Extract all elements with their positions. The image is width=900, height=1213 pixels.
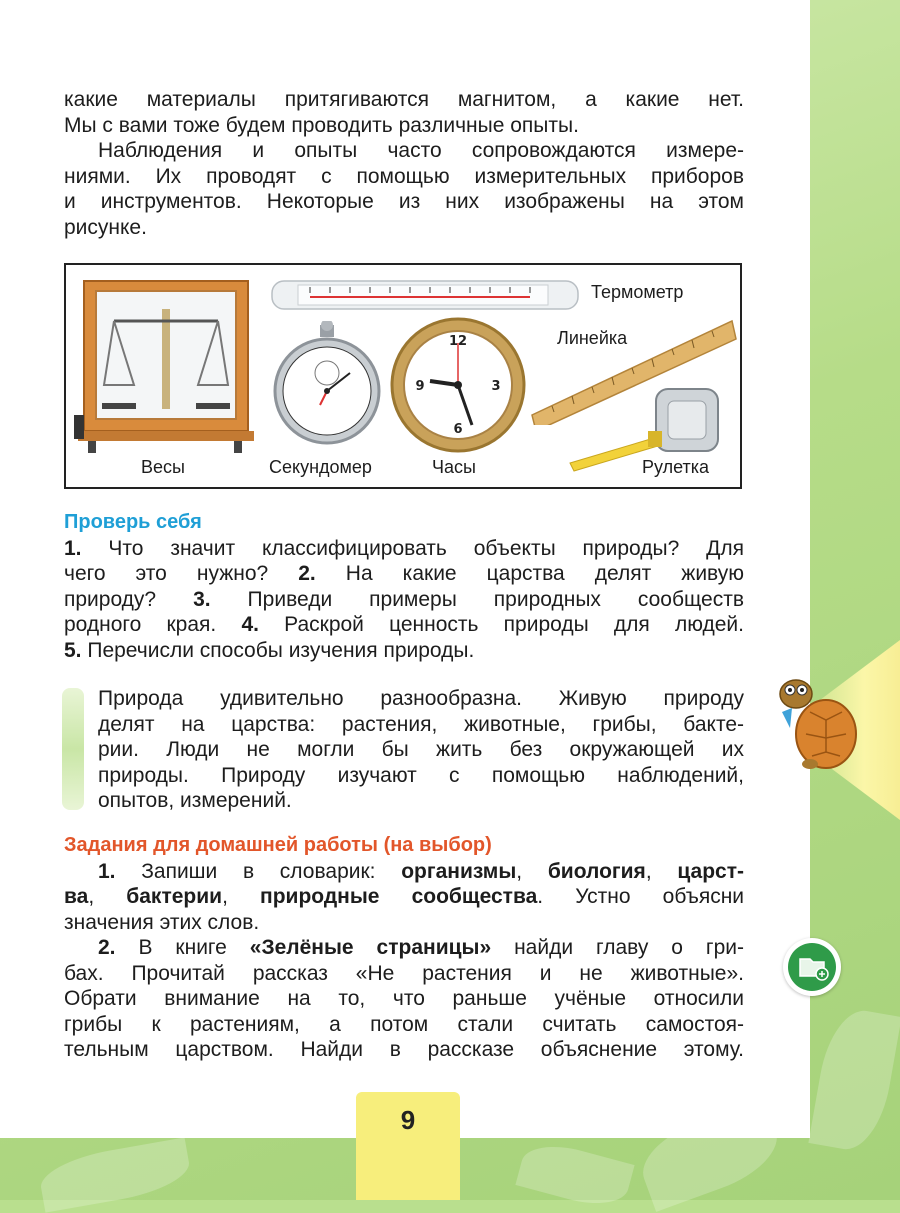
- text-line: Наблюдения и опыты часто сопровождаются измере-: [98, 139, 744, 162]
- intro-paragraph: [64, 87, 744, 138]
- question-text: Раскрой ценность природы для людей.: [258, 613, 744, 636]
- svg-text:3: 3: [491, 379, 501, 394]
- question-text: Перечисли способы изучения природы.: [81, 638, 475, 662]
- folder-plus-button[interactable]: [783, 938, 841, 996]
- question-text: природу?: [64, 587, 194, 611]
- text-line: природы. Природу изучают с помощью наблюдений,: [98, 763, 744, 787]
- folder-button-inner: [788, 943, 836, 991]
- label-tape-measure: Рулетка: [642, 457, 710, 477]
- text-line: [64, 859, 744, 885]
- text-line: значения этих слов.: [64, 910, 260, 934]
- vocab-word: организмы: [401, 859, 517, 883]
- text-line: [64, 638, 744, 664]
- scales-illustration: [74, 275, 254, 465]
- homework-heading: Задания для домашней работы (на выбор): [64, 834, 492, 856]
- task-number: 2.: [98, 936, 116, 959]
- text-line: [64, 536, 744, 562]
- page-number: 9: [356, 1092, 460, 1200]
- label-thermometer: Термометр: [591, 282, 684, 302]
- task-text: ,: [645, 859, 678, 883]
- question-text: Что значит классифицировать объекты природы? Для: [81, 536, 744, 560]
- svg-text:12: 12: [448, 334, 468, 349]
- vocab-word: биология: [547, 859, 646, 883]
- text-line: делят на царства: растения, животные, грибы, бакте-: [98, 712, 744, 736]
- summary-paragraph: [98, 686, 744, 814]
- task-text: ,: [516, 859, 548, 883]
- text-line: какие материалы притягиваются магнитом, а какие нет.: [64, 88, 744, 111]
- self-check-section: [64, 510, 744, 663]
- task-text: ,: [88, 885, 127, 908]
- label-scales: Весы: [141, 457, 185, 477]
- label-clock: Часы: [432, 457, 476, 477]
- question-number: 4.: [241, 613, 259, 636]
- question-text: Приведи примеры природных сообществ: [210, 587, 744, 611]
- vocab-word: природные сообщества: [260, 885, 538, 908]
- question-number: 5.: [64, 638, 82, 662]
- measure-paragraph: [64, 138, 744, 240]
- vocab-word: царст-: [677, 859, 745, 883]
- clock-illustration: [388, 315, 528, 455]
- task-text: Запиши в словарик:: [115, 859, 402, 883]
- question-text: родного края.: [64, 613, 242, 636]
- text-line: ниями. Их проводят с помощью измерительных приборов: [64, 164, 744, 188]
- text-line: бах. Прочитай рассказ «Не растения и не животные».: [64, 961, 744, 985]
- text-line: Мы с вами тоже будем проводить различные опыты.: [64, 113, 579, 137]
- instruments-figure: [64, 263, 742, 489]
- label-ruler: Линейка: [557, 328, 628, 348]
- summary-accent-bar: [62, 688, 84, 810]
- svg-text:6: 6: [453, 422, 463, 437]
- homework-section: [64, 833, 744, 1063]
- folder-plus-icon: [788, 943, 836, 991]
- task-text: . Устно объясни: [537, 885, 745, 908]
- task-text: найди главу о гри-: [491, 936, 744, 959]
- text-line: Обрати внимание на то, что раньше учёные относили: [64, 987, 744, 1010]
- question-number: 3.: [193, 587, 211, 611]
- text-line: [64, 587, 744, 613]
- task-text: ,: [222, 885, 261, 908]
- text-line: грибы к растениям, а потом стали считать самостоя-: [64, 1012, 744, 1036]
- text-line: Природа удивительно разнообразна. Живую природу: [98, 687, 744, 710]
- task-number: 1.: [98, 859, 116, 883]
- text-line: опытов, измерений.: [98, 789, 292, 812]
- question-number: 2.: [298, 562, 316, 585]
- thermometer-illustration: [270, 275, 582, 315]
- question-number: 1.: [64, 536, 82, 560]
- text-line: и инструментов. Некоторые из них изображены на этом: [64, 190, 744, 213]
- text-line: тельным царством. Найди в рассказе объяснение этому.: [64, 1038, 744, 1061]
- text-line: [64, 561, 744, 587]
- book-title: «Зелёные страницы»: [249, 936, 492, 959]
- question-text: чего это нужно?: [64, 562, 299, 585]
- stopwatch-illustration: [272, 321, 382, 451]
- text-line: рисунке.: [64, 215, 147, 239]
- text-line: рии. Люди не могли бы жить без окружающей их: [98, 738, 744, 761]
- vocab-word: бактерии: [126, 885, 223, 908]
- text-line: [64, 935, 744, 961]
- text-line: [64, 612, 744, 638]
- task-text: В книге: [115, 936, 250, 959]
- vocab-word: ва: [64, 885, 89, 908]
- turtle-mascot-icon: [770, 672, 860, 772]
- svg-text:9: 9: [415, 379, 425, 394]
- question-text: На какие царства делят живую: [315, 562, 744, 585]
- label-stopwatch: Секундомер: [269, 457, 372, 477]
- text-line: [64, 884, 744, 910]
- self-check-heading: Проверь себя: [64, 511, 202, 533]
